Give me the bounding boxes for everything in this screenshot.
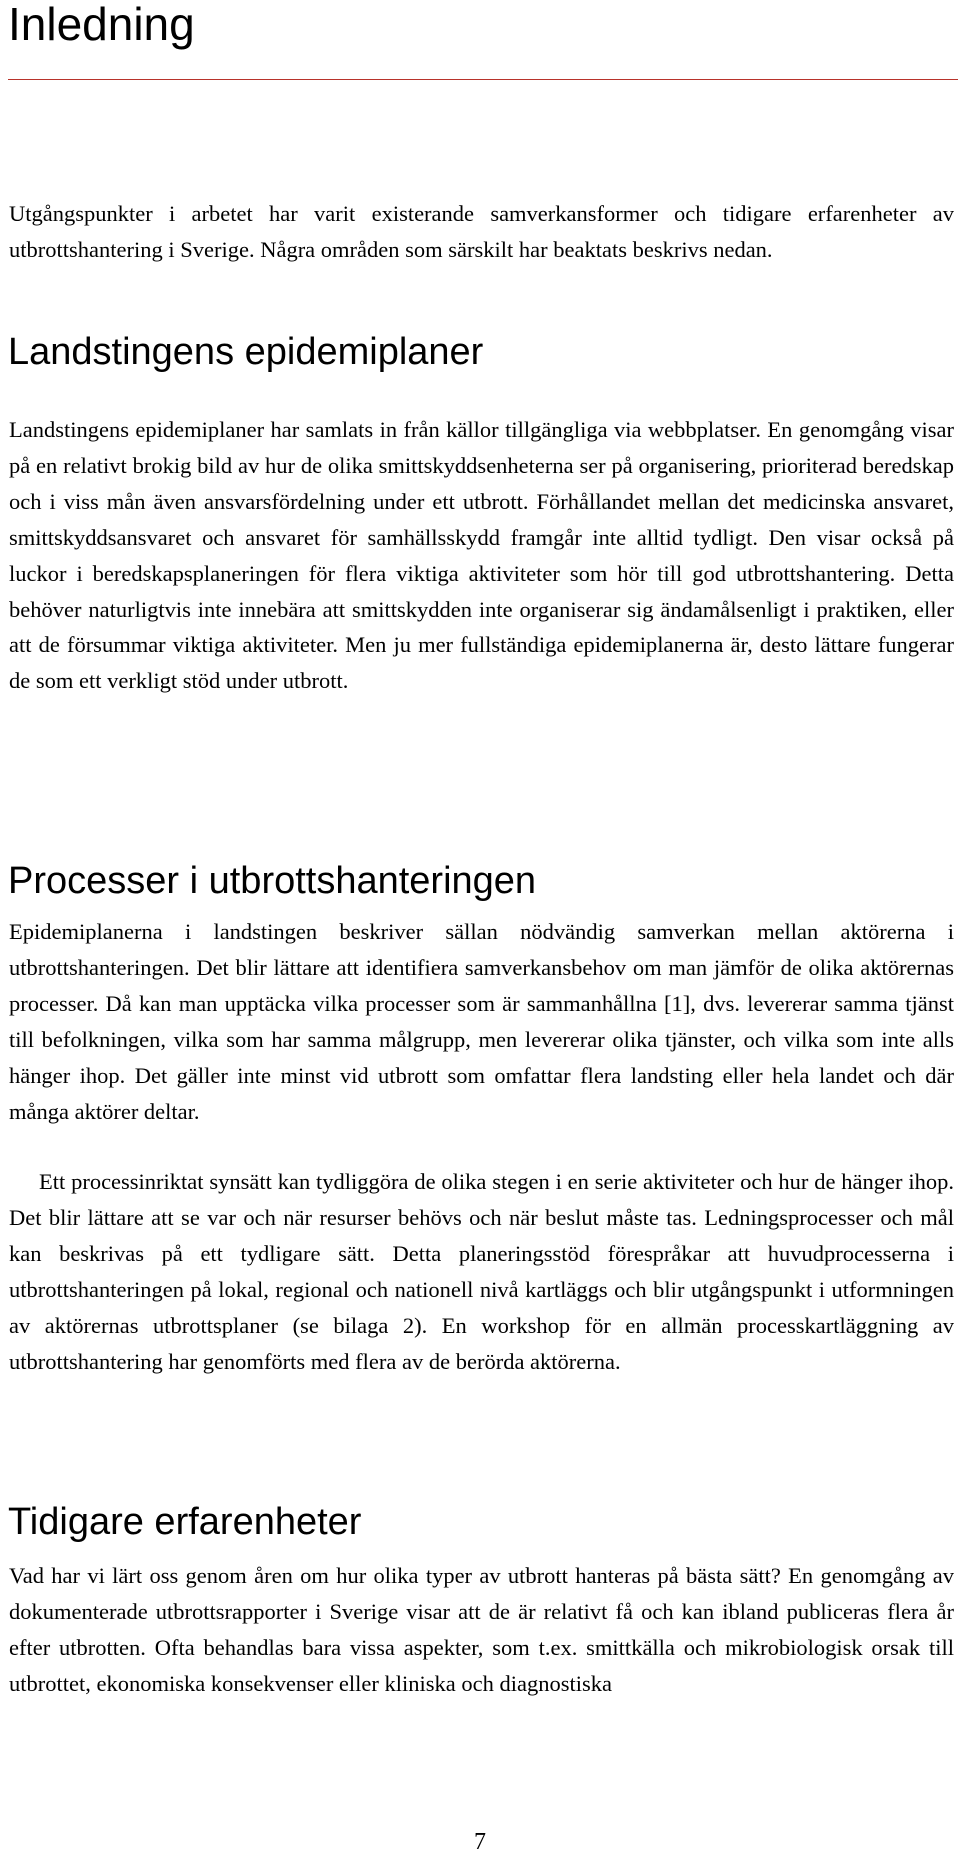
section-heading-epidemiplaner: Landstingens epidemiplaner: [8, 331, 484, 373]
section-heading-erfarenheter: Tidigare erfarenheter: [8, 1501, 362, 1543]
intro-paragraph: Utgångspunkter i arbetet har varit existerande samverkansformer och tidigare erfarenheter av utbrottshantering i Sverige. Några områden som särskilt har beaktats beskrivs nedan.: [9, 201, 954, 262]
section-paragraph-processer-2: Ett processinriktat synsätt kan tydliggöra de olika stegen i en serie aktiviteter och hur de hänger ihop. Det blir lättare att se var och när resurser behövs och när beslut måste tas. Ledningsprocesser och mål kan beskrivas på ett tydligare sätt. Detta planeringsstöd förespråkar att huvudprocesserna i utbrottshanteringen på lokal, regional och nationell nivå kartläggs och blir utgångspunkt i utformningen av aktörernas utbrottsplaner (se bilaga 2). En workshop för en allmän processkartläggning av utbrottshantering har genomförts med flera av de berörda aktörerna.: [9, 1169, 954, 1374]
section-paragraph-processer-1: Epidemiplanerna i landstingen beskriver sällan nödvändig samverkan mellan aktörerna i utbrottshanteringen. Det blir lättare att identifiera samverkansbehov om man jämför de olika aktörernas processer. Då kan man upptäcka vilka processer som är sammanhållna [1], dvs. levererar samma tjänst till befolkningen, vilka som har samma målgrupp, men levererar olika tjänster, och vilka som inte alls hänger ihop. Det gäller inte minst vid utbrott som omfattar flera landsting eller hela landet och där många aktörer deltar.: [9, 919, 954, 1124]
section-heading-processer: Processer i utbrottshanteringen: [8, 860, 537, 902]
section-paragraph-epidemiplaner: Landstingens epidemiplaner har samlats in från källor tillgängliga via webbplatser. En genomgång visar på en relativt brokig bild av hur de olika smittskyddsenheterna ser på organisering, prioriterad beredskap och i viss mån även ansvarsfördelning under ett utbrott. Förhållandet mellan det medicinska ansvaret, smittskyddsansvaret och ansvaret för samhällsskydd framgår inte alltid tydligt. Den visar också på luckor i beredskapsplaneringen för flera viktiga aktiviteter som hör till god utbrottshantering. Detta behöver naturligtvis inte innebära att smittskydden inte organiserar sig ändamålsenligt i praktiken, eller att de försummar viktiga aktiviteter. Men ju mer fullständiga epidemiplanerna är, desto lättare fungerar de som ett verkligt stöd under utbrott.: [9, 417, 954, 694]
title-rule: [8, 79, 958, 80]
section-paragraph-erfarenheter: Vad har vi lärt oss genom åren om hur olika typer av utbrott hanteras på bästa sätt? En genomgång av dokumenterade utbrottsrapporter i Sverige visar att de är relativt få och kan ibland publiceras flera år efter utbrotten. Ofta behandlas bara vissa aspekter, som t.ex. smittkälla och mikrobiologisk orsak till utbrottet, ekonomiska konsekvenser eller kliniska och diagnostiska: [9, 1563, 954, 1696]
chapter-title: Inledning: [8, 0, 195, 50]
page-number: 7: [474, 1829, 486, 1855]
